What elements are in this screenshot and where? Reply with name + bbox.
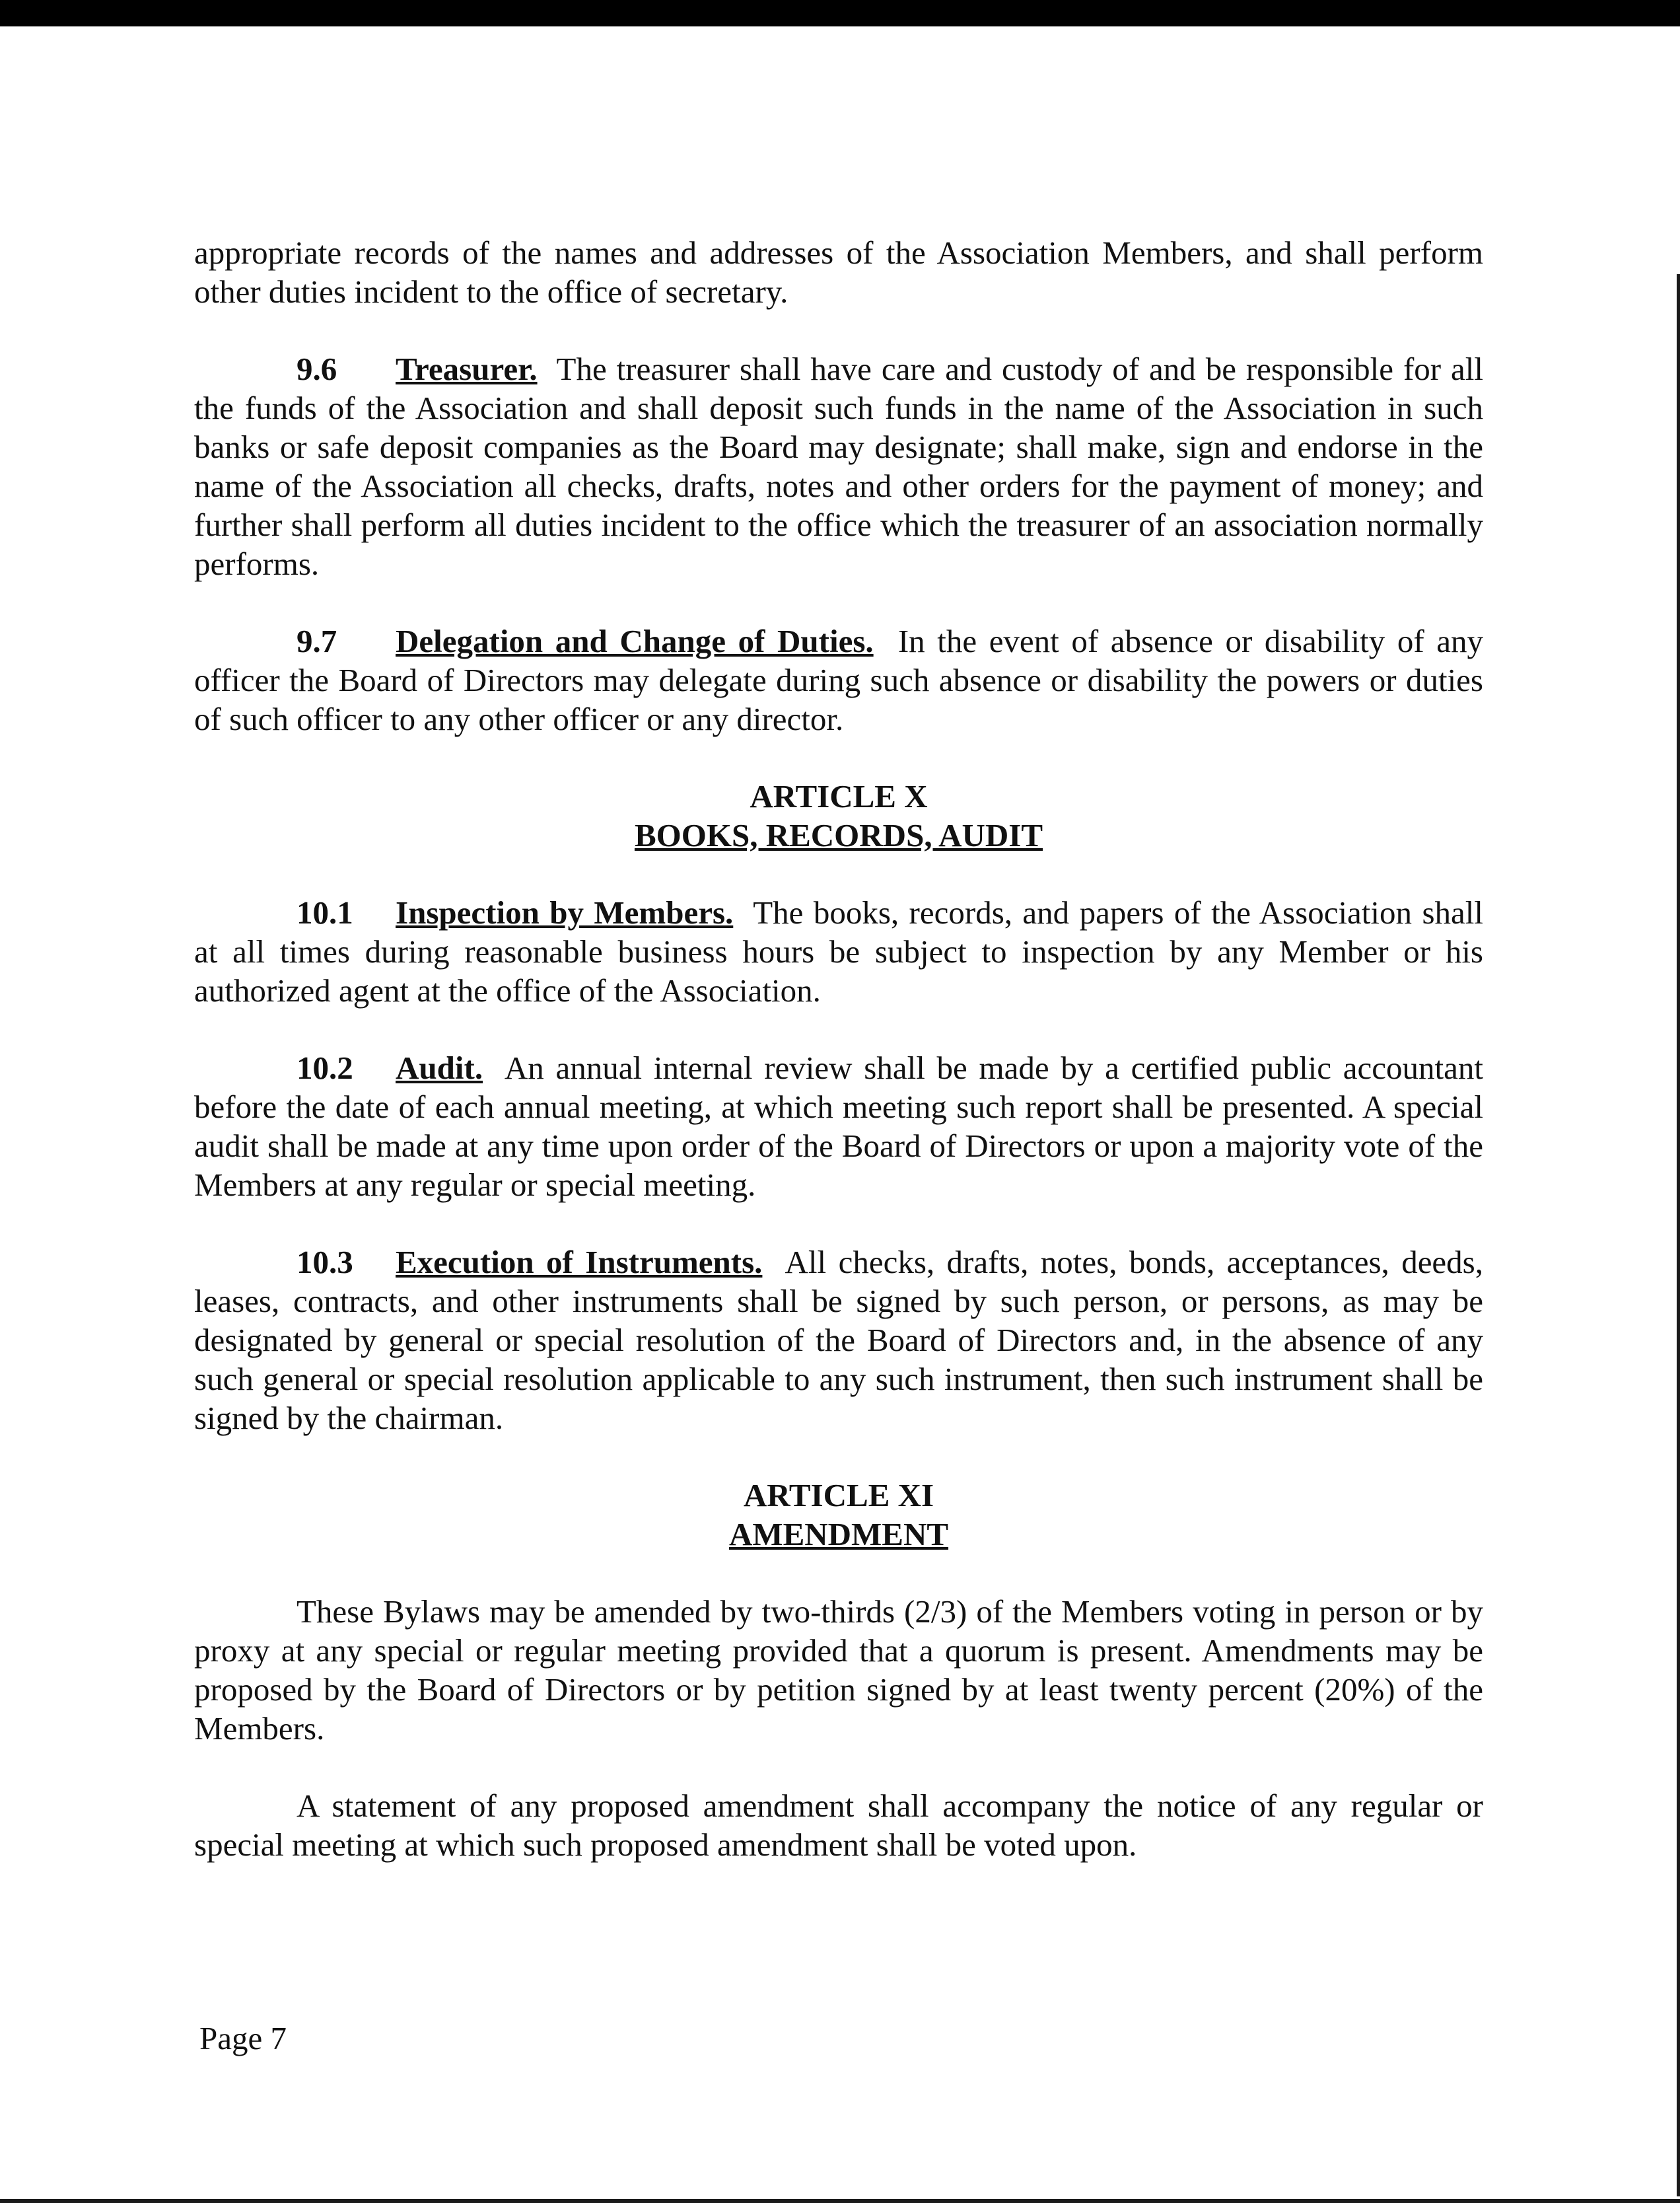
section-9-7 (194, 622, 1483, 739)
amendment-paragraph: These Bylaws may be amended by two-thirds (2/3) of the Members voting in person or by proxy at any special or regular meeting provided that a quorum is present. Amendments may be proposed by the Board of Directors or by petition signed by at least twenty percent (20%) of the Members. (194, 1593, 1483, 1747)
section-9-6 (194, 349, 1483, 583)
article-subtitle: BOOKS, RECORDS, AUDIT (634, 817, 1043, 853)
section-title: Execution of Instruments. (396, 1244, 763, 1280)
section-number: 9.7 (297, 623, 337, 659)
article-title: ARTICLE X (750, 778, 928, 814)
page-number: Page 7 (199, 2020, 287, 2056)
section-number: 10.3 (297, 1244, 353, 1280)
document-body (194, 233, 1483, 1864)
article-subtitle: AMENDMENT (728, 1516, 949, 1552)
section-number: 10.1 (297, 894, 353, 931)
section-body: The books, records, and papers of the Association shall at all times during reasonable business hours be subject to inspection by any Member or his authorized agent at the office of the Association. (194, 894, 1483, 1009)
article-title: ARTICLE XI (743, 1477, 934, 1513)
article-xi-heading (194, 1476, 1483, 1554)
amendment-notice-paragraph: A statement of any proposed amendment shall accompany the notice of any regular or special meeting at which such proposed amendment shall be voted upon. (194, 1788, 1483, 1863)
continuation-paragraph: appropriate records of the names and addresses of the Association Members, and shall perform other duties incident to the office of secretary. (194, 235, 1483, 310)
section-body: All checks, drafts, notes, bonds, acceptances, deeds, leases, contracts, and other instruments shall be signed by such person, or persons, as may be designated by general or special resolution of the Board of Directors and, in the absence of any such general or special resolution applicable to any such instrument, then such instrument shall be signed by the chairman. (194, 1244, 1484, 1436)
article-x-heading (194, 777, 1483, 855)
scan-top-border (0, 0, 1680, 26)
section-number: 10.2 (297, 1050, 353, 1086)
section-title: Inspection by Members. (396, 894, 734, 931)
section-10-3 (194, 1243, 1483, 1437)
scan-right-edge (1677, 274, 1680, 2196)
section-10-1 (194, 893, 1483, 1010)
section-title: Audit. (396, 1050, 483, 1086)
section-title: Treasurer. (396, 351, 538, 387)
scan-bottom-edge (0, 2199, 1680, 2203)
section-number: 9.6 (297, 351, 337, 387)
section-body: An annual internal review shall be made by a certified public accountant before the date of each annual meeting, at which meeting such report shall be presented. A special audit shall be made at any time upon order of the Board of Directors or upon a majority vote of the Members at any regular or special meeting. (194, 1050, 1484, 1203)
section-body: In the event of absence or disability of any officer the Board of Directors may delegate during such absence or disability the powers or duties of such officer to any other officer or any director. (194, 623, 1483, 737)
section-title: Delegation and Change of Duties. (396, 623, 874, 659)
section-10-2 (194, 1048, 1483, 1204)
section-body: The treasurer shall have care and custody of and be responsible for all the funds of the Association and shall deposit such funds in the name of the Association in such banks or safe deposit companies as the Board may designate; shall make, sign and endorse in the name of the Association all checks, drafts, notes and other orders for the payment of money; and further shall perform all duties incident to the office which the treasurer of an association normally performs. (194, 351, 1483, 582)
